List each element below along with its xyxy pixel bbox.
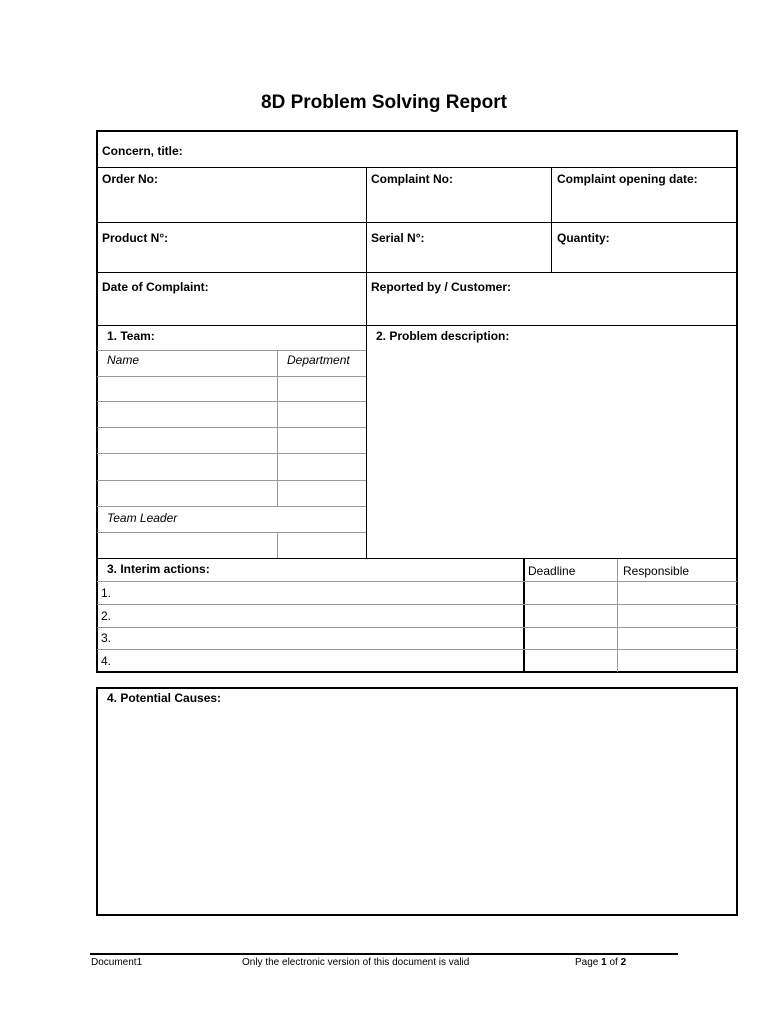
team-department-column: Department xyxy=(287,353,350,367)
team-department-field[interactable] xyxy=(278,377,365,400)
interim-deadline-field[interactable] xyxy=(525,650,616,671)
complaint-no-label: Complaint No: xyxy=(371,172,453,186)
team-name-field[interactable] xyxy=(98,454,276,479)
problem-description-heading: 2. Problem description: xyxy=(376,329,510,343)
interim-deadline-field[interactable] xyxy=(525,582,616,603)
serial-no-label: Serial N°: xyxy=(371,231,425,245)
team-name-field[interactable] xyxy=(98,481,276,505)
problem-description-field[interactable] xyxy=(368,346,736,556)
footer-validity-note: Only the electronic version of this document is valid xyxy=(242,957,470,968)
team-department-field[interactable] xyxy=(278,454,365,479)
interim-grid-line xyxy=(617,559,618,672)
divider xyxy=(97,167,737,168)
team-department-field[interactable] xyxy=(278,481,365,505)
product-no-label: Product N°: xyxy=(102,231,169,245)
team-name-field[interactable] xyxy=(98,377,276,400)
interim-row-number: 4. xyxy=(101,654,112,668)
interim-responsible-field[interactable] xyxy=(619,582,736,603)
page-total: 2 xyxy=(620,957,627,968)
quantity-label: Quantity: xyxy=(557,231,610,245)
potential-causes-heading: 4. Potential Causes: xyxy=(107,691,222,705)
interim-action-field[interactable] xyxy=(118,628,522,648)
interim-deadline-field[interactable] xyxy=(525,605,616,626)
interim-responsible-field[interactable] xyxy=(619,650,736,671)
team-leader-name-field[interactable] xyxy=(98,533,276,557)
interim-row-number: 1. xyxy=(101,586,112,600)
divider xyxy=(97,325,737,326)
team-department-field[interactable] xyxy=(278,402,365,426)
page-title: 8D Problem Solving Report xyxy=(261,92,507,113)
interim-action-field[interactable] xyxy=(118,582,522,603)
interim-actions-heading: 3. Interim actions: xyxy=(107,562,210,576)
responsible-column: Responsible xyxy=(623,564,690,578)
team-name-field[interactable] xyxy=(98,428,276,452)
page-of: of xyxy=(606,957,621,968)
interim-row-number: 3. xyxy=(101,631,112,645)
divider xyxy=(97,558,737,559)
reported-by-label: Reported by / Customer: xyxy=(371,280,512,294)
interim-deadline-field[interactable] xyxy=(525,628,616,648)
team-name-field[interactable] xyxy=(98,402,276,426)
potential-causes-field[interactable] xyxy=(99,710,735,913)
team-leader-label: Team Leader xyxy=(107,511,178,525)
footer-page-number xyxy=(575,957,626,968)
page-current: 1 xyxy=(601,957,607,968)
concern-title-label: Concern, title: xyxy=(102,144,183,158)
divider xyxy=(97,272,737,273)
footer-rule xyxy=(90,953,678,955)
interim-responsible-field[interactable] xyxy=(619,628,736,648)
order-no-label: Order No: xyxy=(102,172,159,186)
team-grid-line xyxy=(97,506,366,507)
interim-responsible-field[interactable] xyxy=(619,605,736,626)
team-name-column: Name xyxy=(107,353,140,367)
interim-action-field[interactable] xyxy=(118,605,522,626)
team-department-field[interactable] xyxy=(278,428,365,452)
interim-action-field[interactable] xyxy=(118,650,522,671)
team-grid-line xyxy=(97,350,366,351)
complaint-opening-date-label: Complaint opening date: xyxy=(557,172,698,186)
team-leader-department-field[interactable] xyxy=(278,533,365,557)
divider xyxy=(97,222,737,223)
deadline-column: Deadline xyxy=(528,564,576,578)
interim-row-number: 2. xyxy=(101,609,112,623)
page-prefix: Page xyxy=(575,957,602,968)
footer-document-name: Document1 xyxy=(91,957,143,968)
divider xyxy=(366,168,367,558)
divider xyxy=(551,168,552,272)
date-of-complaint-label: Date of Complaint: xyxy=(102,280,209,294)
team-heading: 1. Team: xyxy=(107,329,155,343)
